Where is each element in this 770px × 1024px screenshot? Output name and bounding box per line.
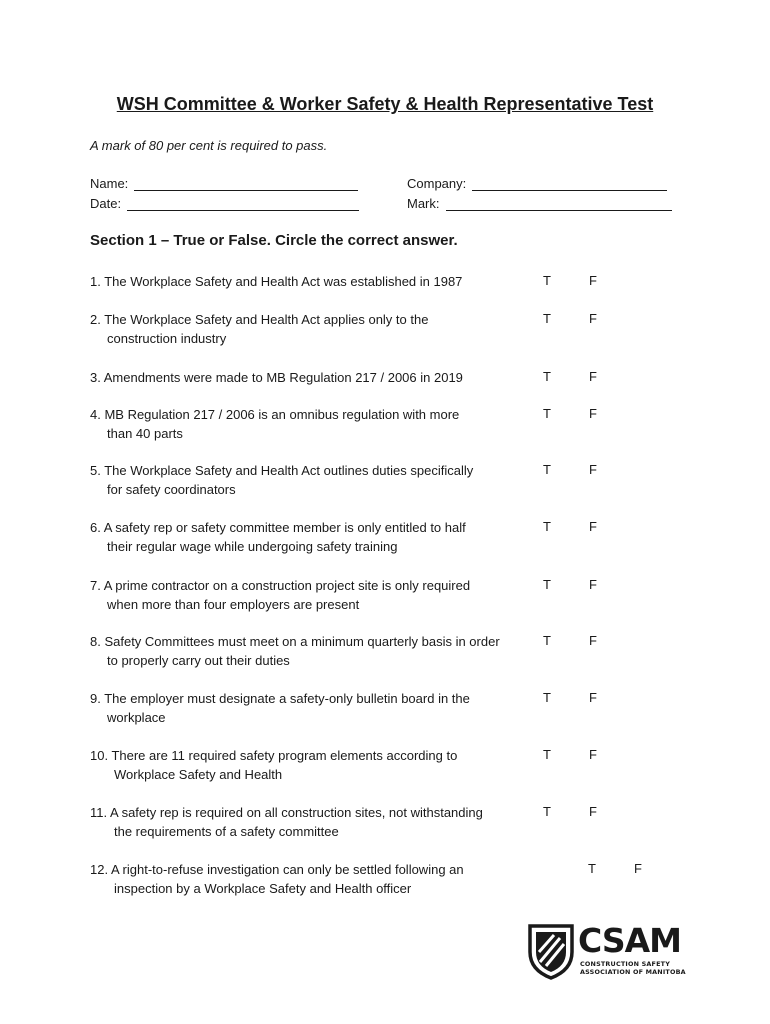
- mark-blank-line[interactable]: [446, 197, 672, 211]
- section-heading: Section 1 – True or False. Circle the correct answer.: [90, 232, 458, 249]
- question-text: 9. The employer must designate a safety-only bulletin board in the: [90, 691, 470, 706]
- true-option[interactable]: T: [543, 273, 551, 288]
- true-option[interactable]: T: [543, 369, 551, 384]
- question-text: 8. Safety Committees must meet on a minimum quarterly basis in order: [90, 634, 500, 649]
- name-field[interactable]: [90, 176, 358, 191]
- question-text-continued: to properly carry out their duties: [107, 653, 290, 668]
- true-option[interactable]: T: [543, 633, 551, 648]
- question-text-continued: than 40 parts: [107, 426, 183, 441]
- question-text-continued: construction industry: [107, 331, 227, 346]
- question-text: 1. The Workplace Safety and Health Act was established in 1987: [90, 274, 463, 289]
- name-blank-line[interactable]: [134, 177, 358, 191]
- true-option[interactable]: T: [588, 861, 596, 876]
- false-option[interactable]: F: [589, 633, 597, 648]
- true-option[interactable]: T: [543, 311, 551, 326]
- question-item: [90, 860, 540, 898]
- question-text-continued: their regular wage while undergoing safety training: [107, 539, 398, 554]
- question-item: [90, 272, 540, 291]
- mark-field[interactable]: [407, 196, 672, 211]
- false-option[interactable]: F: [589, 519, 597, 534]
- question-item: [90, 576, 540, 614]
- question-text: 10. There are 11 required safety program elements according to: [90, 748, 458, 763]
- true-option[interactable]: T: [543, 577, 551, 592]
- question-item: [90, 518, 540, 556]
- true-option[interactable]: T: [543, 519, 551, 534]
- test-title: WSH Committee & Worker Safety & Health Representative Test: [116, 94, 654, 114]
- true-option[interactable]: T: [543, 804, 551, 819]
- false-option[interactable]: F: [589, 311, 597, 326]
- false-option[interactable]: F: [589, 462, 597, 477]
- false-option[interactable]: F: [634, 861, 642, 876]
- question-text: 2. The Workplace Safety and Health Act applies only to the: [90, 312, 429, 327]
- question-item: [90, 632, 540, 670]
- true-option[interactable]: T: [543, 462, 551, 477]
- logo-subtitle: [580, 960, 686, 976]
- false-option[interactable]: F: [589, 577, 597, 592]
- true-option[interactable]: T: [543, 406, 551, 421]
- mark-label: Mark:: [407, 196, 440, 211]
- question-text: 11. A safety rep is required on all construction sites, not withstanding: [90, 805, 483, 820]
- true-option[interactable]: T: [543, 690, 551, 705]
- question-item: [90, 461, 540, 499]
- question-text-continued: inspection by a Workplace Safety and Health officer: [114, 881, 412, 896]
- question-item: [90, 746, 540, 784]
- pass-requirement-note: A mark of 80 per cent is required to pass.: [90, 138, 328, 153]
- question-text: 5. The Workplace Safety and Health Act outlines duties specifically: [90, 463, 474, 478]
- date-label: Date:: [90, 196, 122, 211]
- question-text: 3. Amendments were made to MB Regulation 217 / 2006 in 2019: [90, 370, 463, 385]
- question-item: [90, 803, 540, 841]
- false-option[interactable]: F: [589, 690, 597, 705]
- question-text: 4. MB Regulation 217 / 2006 is an omnibus regulation with more: [90, 407, 460, 422]
- false-option[interactable]: F: [589, 804, 597, 819]
- question-text: 12. A right-to-refuse investigation can only be settled following an: [90, 862, 464, 877]
- false-option[interactable]: F: [589, 369, 597, 384]
- false-option[interactable]: F: [589, 273, 597, 288]
- date-blank-line[interactable]: [127, 197, 359, 211]
- company-field[interactable]: [407, 176, 667, 191]
- question-text: 7. A prime contractor on a construction project site is only required: [90, 578, 471, 593]
- logo-subtitle-line2: ASSOCIATION OF MANITOBA: [580, 968, 686, 976]
- question-item: [90, 405, 540, 443]
- date-field[interactable]: [90, 196, 359, 211]
- false-option[interactable]: F: [589, 406, 597, 421]
- logo-wordmark: CSAM: [578, 921, 681, 960]
- question-text-continued: for safety coordinators: [107, 482, 236, 497]
- false-option[interactable]: F: [589, 747, 597, 762]
- logo-subtitle-line1: CONSTRUCTION SAFETY: [580, 960, 671, 968]
- question-text-continued: Workplace Safety and Health: [114, 767, 283, 782]
- question-text-continued: when more than four employers are present: [107, 597, 360, 612]
- company-label: Company:: [407, 176, 467, 191]
- question-text-continued: workplace: [107, 710, 166, 725]
- question-item: [90, 689, 540, 727]
- question-text-continued: the requirements of a safety committee: [114, 824, 339, 839]
- true-option[interactable]: T: [543, 747, 551, 762]
- question-item: [90, 368, 540, 387]
- name-label: Name:: [90, 176, 129, 191]
- question-text: 6. A safety rep or safety committee member is only entitled to half: [90, 520, 466, 535]
- question-item: [90, 310, 540, 348]
- company-blank-line[interactable]: [472, 177, 667, 191]
